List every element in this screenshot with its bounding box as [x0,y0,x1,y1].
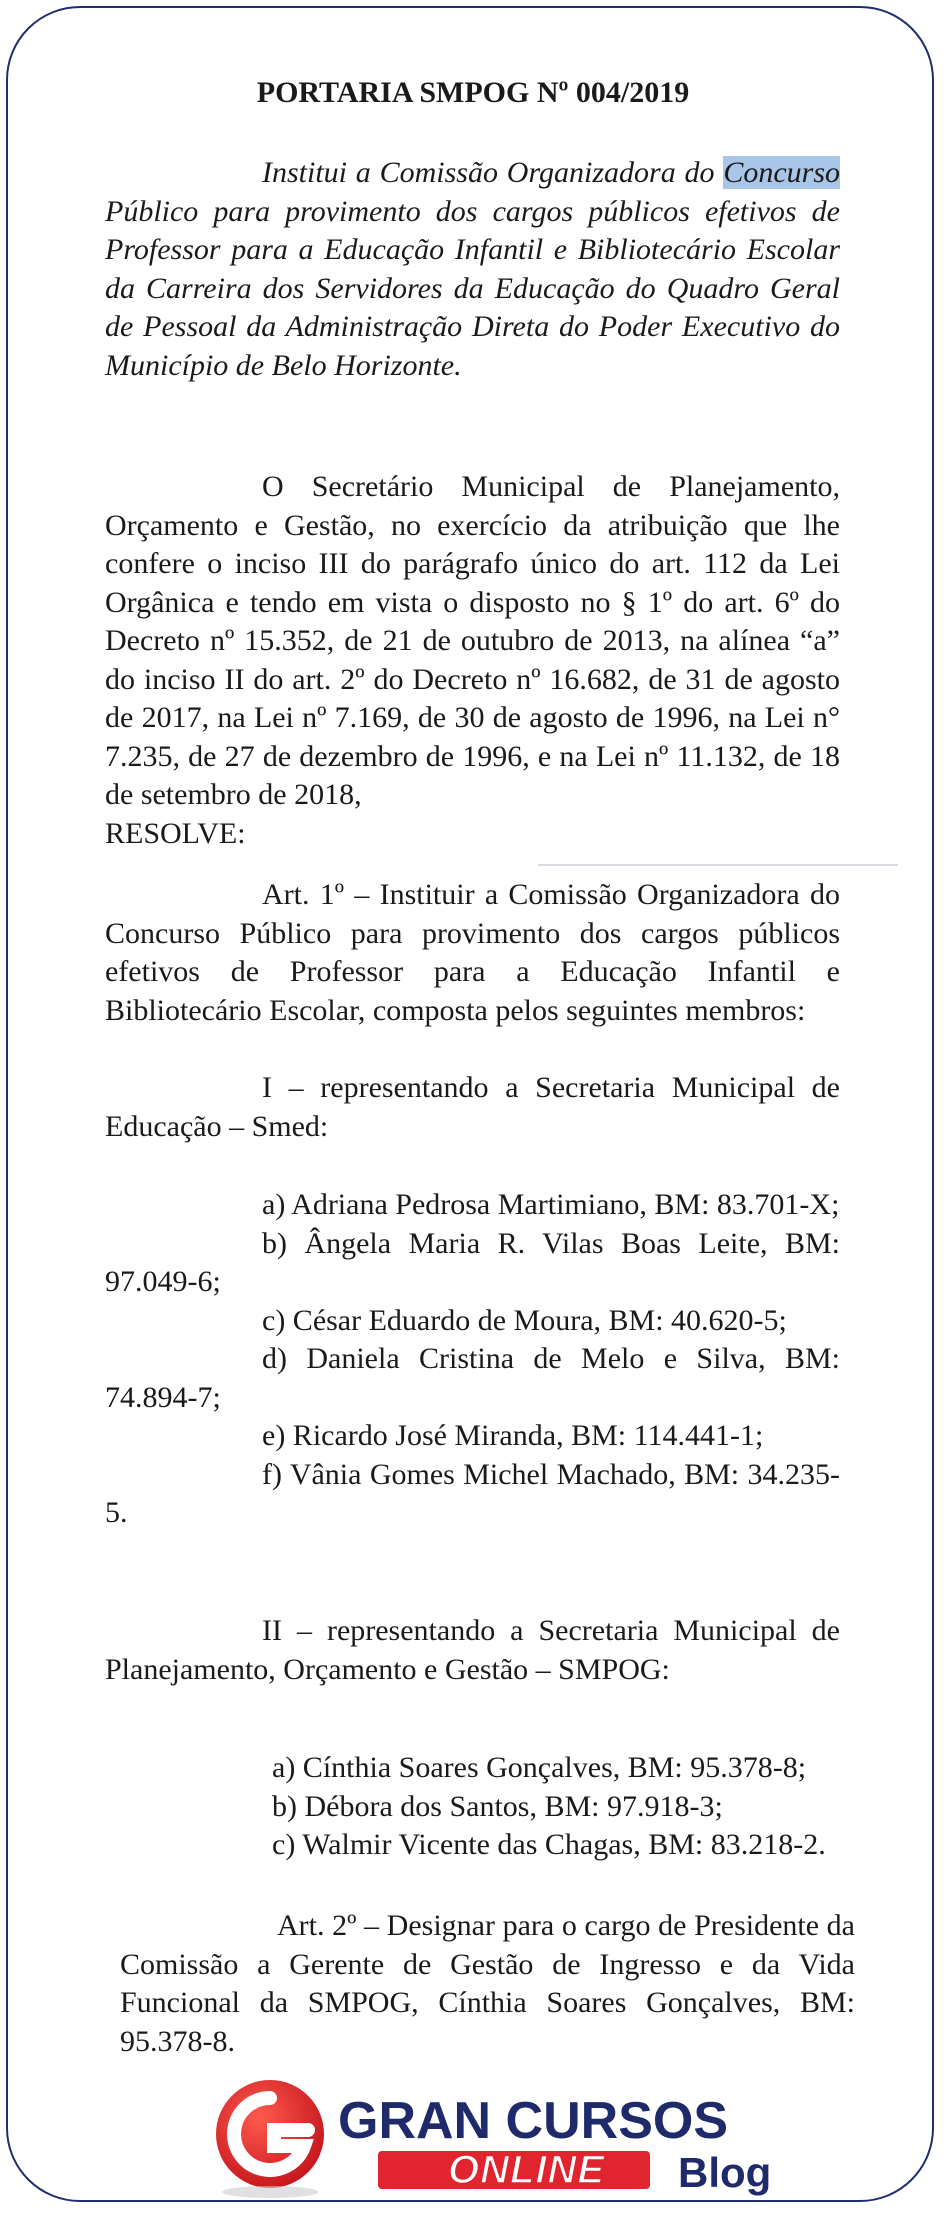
gran-cursos-logo[interactable] [208,2076,788,2200]
ementa-text-after: Público para provimento dos cargos públicos efetivos de Professor para a Educação Infantil e Bibliotecário Escolar da Carreira dos Servidores da Educação do Quadro Geral de Pessoal da Administração Direta do Poder Executivo do Município de Belo Horizonte. [105,194,840,382]
logo-blog-text: Blog [678,2149,772,2196]
article-2-text: Art. 2º – Designar para o cargo de Presidente da Comissão a Gerente de Gestão de Ingresso e da Vida Funcional da SMPOG, Cínthia Soares Gonçalves, BM: 95.378-8. [120,1909,855,2058]
article-1 [105,876,840,1030]
member-item: d) Daniela Cristina de Melo e Silva, BM: 74.894-7; [105,1342,840,1414]
member-item: b) Ângela Maria R. Vilas Boas Leite, BM: 97.049-6; [105,1226,840,1298]
logo-brand-text: GRAN CURSOS [338,2092,729,2150]
preamble-text: O Secretário Municipal de Planejamento, Orçamento e Gestão, no exercício da atribuição que lhe confere o inciso III do parágrafo único do art. 112 da Lei Orgânica e tendo em vista o disposto no § 1º do art. 6º do Decreto nº 15.352, de 21 de outubro de 2013, na alínea “a” do inciso II do art. 2º do Decreto nº 16.682, de 31 de agosto de 2017, na Lei nº 7.169, de 30 de agosto de 1996, na Lei n° 7.235, de 27 de dezembro de 1996, e na Lei nº 11.132, de 18 de setembro de 2018, [105,470,840,811]
section-1-heading: I – representando a Secretaria Municipal de Educação – Smed: [105,1071,840,1143]
page-title: PORTARIA SMPOG Nº 004/2019 [256,76,690,109]
section-2-members [272,1749,872,1865]
ementa [105,154,840,385]
section-1-members [105,1186,840,1533]
member-item: a) Adriana Pedrosa Martimiano, BM: 83.701-X; [262,1188,840,1221]
g-logo-icon [208,2076,348,2200]
separator-line [538,864,898,866]
logo-online-text: ONLINE [448,2148,606,2192]
member-item: c) César Eduardo de Moura, BM: 40.620-5; [262,1303,787,1337]
member-item: f) Vânia Gomes Michel Machado, BM: 34.235-5. [105,1457,840,1529]
highlighted-word[interactable]: Concurso [723,156,840,189]
section-2-heading: II – representando a Secretaria Municipal de Planejamento, Orçamento e Gestão – SMPOG: [105,1614,840,1686]
member-item: a) Cínthia Soares Gonçalves, BM: 95.378-8; [272,1751,807,1784]
article-1-text: Art. 1º – Instituir a Comissão Organizadora do Concurso Público para provimento dos cargos públicos efetivos de Professor para a Educação Infantil e Bibliotecário Escolar, composta pelos seguintes membros: [105,878,840,1027]
member-item: c) Walmir Vicente das Chagas, BM: 83.218-2. [272,1828,826,1861]
preamble [105,468,840,853]
article-2 [120,1907,855,2061]
ementa-text-before: Institui a Comissão Organizadora do [262,156,724,189]
member-item: e) Ricardo José Miranda, BM: 114.441-1; [262,1419,764,1452]
resolve-label: RESOLVE: [105,816,246,850]
member-item: b) Débora dos Santos, BM: 97.918-3; [272,1789,723,1823]
